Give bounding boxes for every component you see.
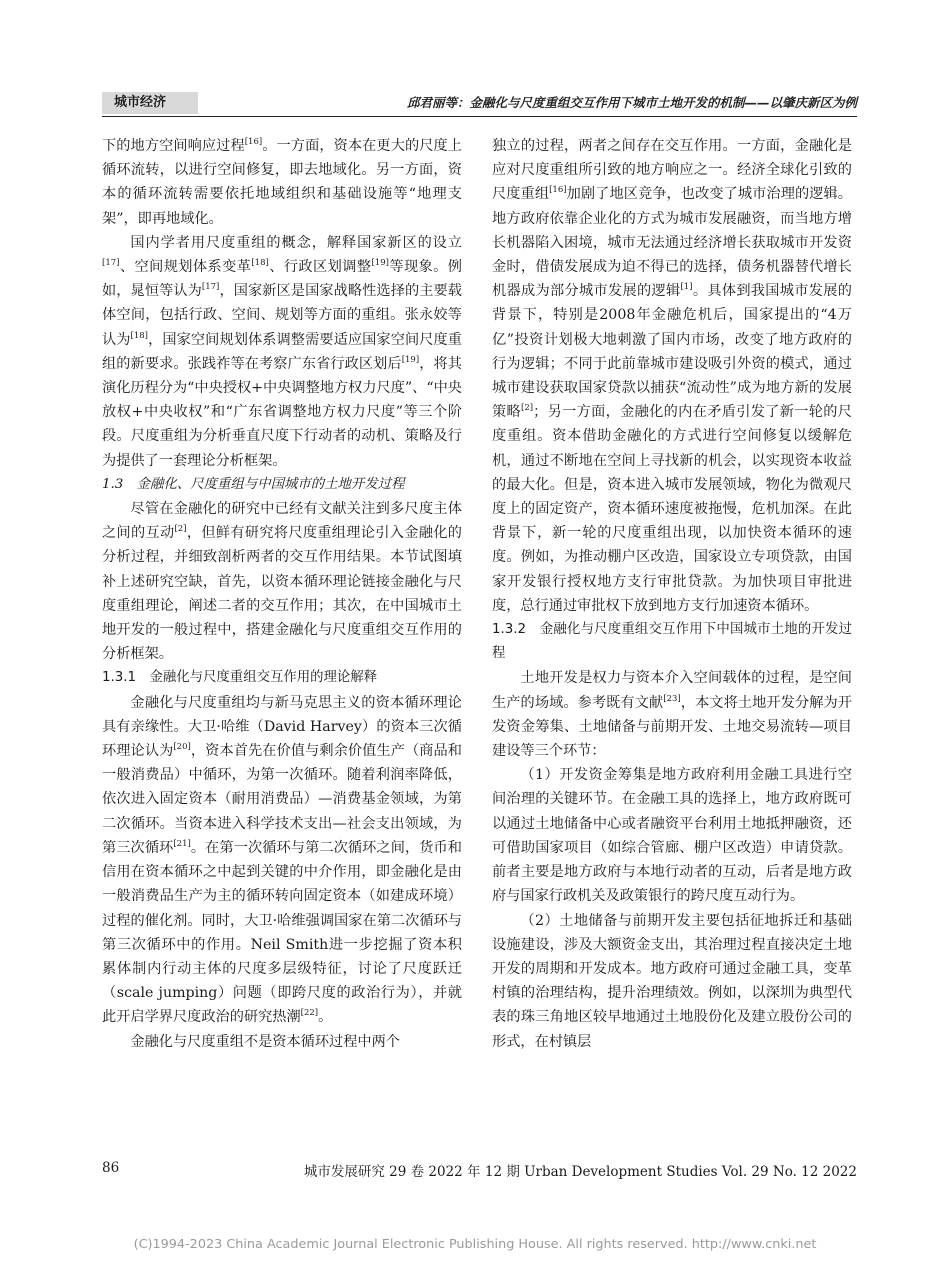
section-heading: 1.3 金融化、尺度重组与中国城市的土地开发过程 <box>102 476 405 492</box>
paragraph: 金融化与尺度重组均与新马克思主义的资本循环理论具有亲缘性。大卫·哈维（David Harvey）的资本三次循环理论认为[20]，资本首先在价值与剩余价值生产（商品和一般消费品）中循环，为第一次循环。随着利润率降低，依次进入固定资本（耐用消费品）—消费基金领域，为第二次循环。当资本进入科学技术支出—社会支出领域，为第三次循环[21]。在第一次循环与第二次循环之间，货币和信用在资本循环之中起到关键的中介作用，即金融化是由一般消费品生产为主的循环转向固定资本（如建成环境）过程的催化剂。同时，大卫·哈维强调国家在第二次循环与第三次循环中的作用。Neil Smith进一步挖掘了资本积累体制内行动主体的尺度多层级特征，讨论了尺度跃迁（scale jumping）问题（即跨尺度的政治行为），并就此开启学界尺度政治的研究热潮[22]。 <box>102 694 462 1026</box>
journal-info: 城市发展研究 29 卷 2022 年 12 期 Urban Development Studies Vol. 29 No. 12 2022 <box>303 1164 857 1180</box>
paragraph: 金融化与尺度重组不是资本循环过程中两个 <box>130 1033 400 1050</box>
citation-marker: [2] <box>521 403 534 414</box>
citation-marker: [16] <box>244 137 263 147</box>
paragraph: 下的地方空间响应过程[16]。一方面，资本在更大的尺度上循环流转，以进行空间修复，即去地域化。另一方面，资本的循环流转需要依托地域组织和基础设施等“地理支架”，即再地域化。 <box>102 137 462 227</box>
paragraph: 尽管在金融化的研究中已经有文献关注到多尺度主体之间的互动[2]，但鲜有研究将尺度重组理论引入金融化的分析过程，并细致剖析两者的交互作用结果。本节试图填补上述研究空缺，首先，以资本循环理论链接金融化与尺度重组理论，阐述二者的交互作用；其次，在中国城市土地开发的一般过程中，搭建金融化与尺度重组交互作用的分析框架。 <box>102 501 462 663</box>
section-tab: 城市经济 <box>102 92 198 114</box>
copyright-notice: (C)1994-2023 China Academic Journal Electronic Publishing House. All rights reserved. http://www.cnki.net <box>133 1237 817 1252</box>
page-footer <box>102 1160 857 1180</box>
citation-marker: [17] <box>102 258 120 269</box>
section-heading: 1.3.2 金融化与尺度重组交互作用下中国城市土地的开发过程 <box>492 622 852 662</box>
citation-marker: [20] <box>173 742 191 753</box>
page-number: 86 <box>102 1160 120 1176</box>
paragraph: 土地开发是权力与资本介入空间载体的过程，是空间生产的场域。参考既有文献[23]，本文将土地开发分解为开发资金筹集、土地储备与前期开发、土地交易流转—项目建设等三个环节： <box>492 670 852 760</box>
citation-marker: [18] <box>130 330 148 341</box>
citation-marker: [23] <box>663 693 681 704</box>
citation-marker: [18] <box>251 258 269 269</box>
citation-marker: [2] <box>174 524 187 535</box>
page-header <box>102 90 857 117</box>
paragraph: 独立的过程，两者之间存在交互作用。一方面，金融化是应对尺度重组所引致的地方响应之一。经济全球化引致的尺度重组[16]加剧了地区竞争，也改变了城市治理的逻辑。地方政府依靠企业化的方式为城市发展融资，而当地方增长机器陷入困境，城市无法通过经济增长获取城市开发资金时，借债发展成为迫不得已的选择，债务机器替代增长机器成为部分城市发展的逻辑[1]。具体到我国城市发展的背景下，特别是2008年金融危机后，国家提出的“4万亿”投资计划极大地刺激了国内市场，改变了地方政府的行为逻辑；不同于此前靠城市建设吸引外资的模式，通过城市建设获取国家贷款以捕获“流动性”成为地方新的发展策略[2]；另一方面，金融化的内在矛盾引发了新一轮的尺度重组。资本借助金融化的方式进行空间修复以缓解危机，通过不断地在空间上寻找新的机会，以实现资本收益的最大化。但是，资本进入城市发展领域，物化为微观尺度上的固定资产，资本循环速度被拖慢，危机加深。在此背景下，新一轮的尺度重组出现，以加快资本循环的速度。例如，为推动棚户区改造，国家设立专项贷款，由国家开发银行授权地方支行审批贷款。为加快项目审批进度，总行通过审批权下放到地方支行加速资本循环。 <box>492 138 852 614</box>
citation-marker: [17] <box>201 282 220 293</box>
paragraph: 国内学者用尺度重组的概念，解释国家新区的设立[17]、空间规划体系变革[18]、行政区划调整[19]等现象。例如，晁恒等认为[17]，国家新区是国家战略性选择的主要载体空间，包括行政、空间、规划等方面的重组。张永姣等认为[18]，国家空间规划体系调整需要适应国家空间尺度重组的新要求。张践祚等在考察广东省行政区划后[19]，将其演化历程分为“中央授权+中央调整地方权力尺度”、“中央放权+中央收权”和“广东省调整地方权力尺度”等三个阶段。尺度重组为分析垂直尺度下行动者的动机、策略及行为提供了一套理论分析框架。 <box>102 234 462 469</box>
citation-marker: [19] <box>401 354 420 365</box>
citation-marker: [1] <box>680 282 693 293</box>
section-heading: 1.3.1 金融化与尺度重组交互作用的理论解释 <box>102 670 378 686</box>
paragraph: （2）土地储备与前期开发主要包括征地拆迁和基础设施建设，涉及大额资金支出，其治理过程直接决定土地开发的周期和开发成本。地方政府可通过金融工具，变革村镇的治理结构，提升治理绩效。例如，以深圳为典型代表的珠三角地区较早地通过土地股份化及建立股份公司的形式，在村镇层 <box>492 912 852 1050</box>
citation-marker: [16] <box>549 185 567 196</box>
right-column <box>492 134 852 1054</box>
running-title: 邱君丽等：金融化与尺度重组交互作用下城市土地开发的机制——以肇庆新区为例 <box>406 95 857 110</box>
paragraph: （1）开发资金筹集是地方政府利用金融工具进行空间治理的关键环节。在金融工具的选择上，地方政府既可以通过土地储备中心或者融资平台利用土地抵押融资，还可借助国家项目（如综合管廊、棚户区改造）申请贷款。前者主要是地方政府与本地行动者的互动，后者是地方政府与国家行政机关及政策银行的跨尺度互动行为。 <box>492 767 852 905</box>
citation-marker: [21] <box>173 838 191 849</box>
citation-marker: [22] <box>300 1008 319 1019</box>
citation-marker: [19] <box>371 258 389 269</box>
left-column <box>102 134 462 1054</box>
